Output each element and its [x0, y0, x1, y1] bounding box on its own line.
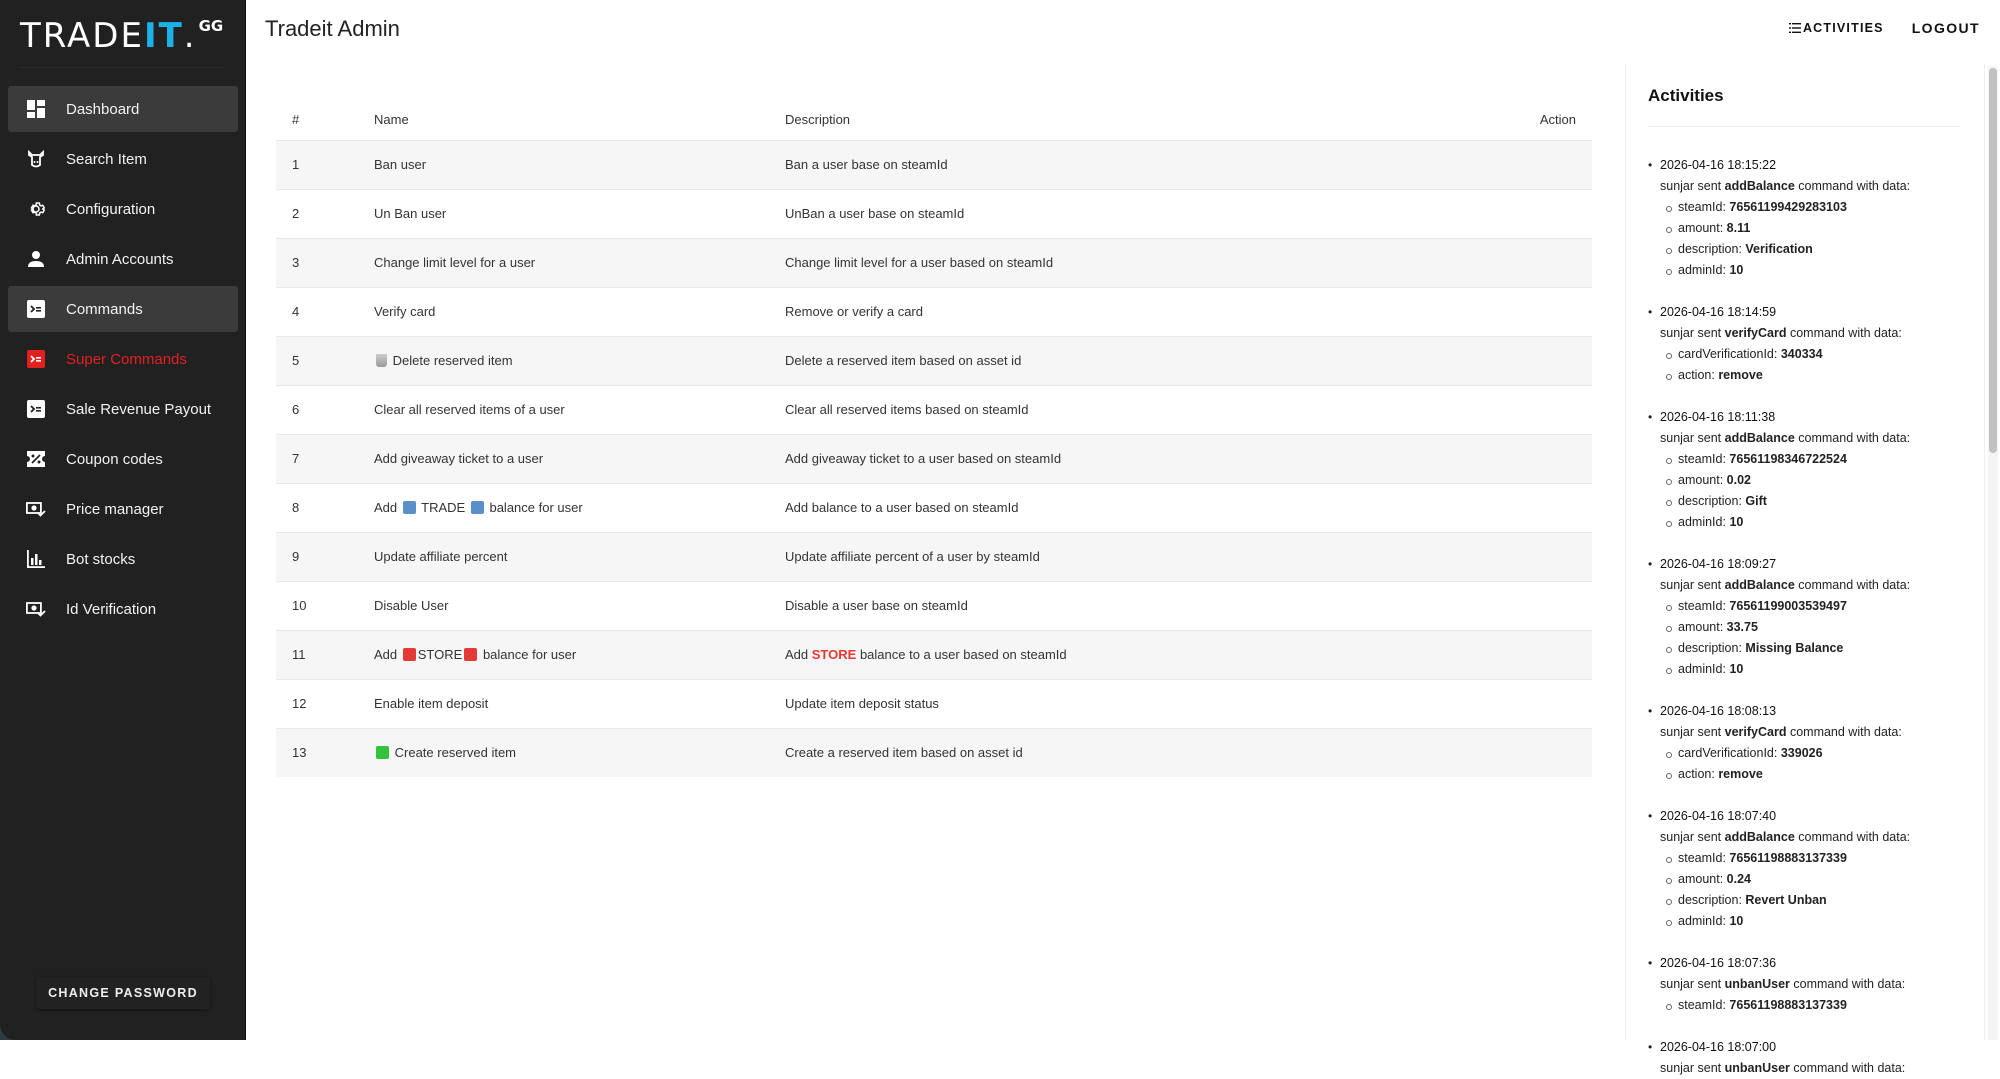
field-key: steamId [1678, 851, 1723, 865]
activity-user: sunjar [1660, 326, 1695, 340]
activity-summary: sunjar sent addBalance command with data: [1660, 431, 1911, 445]
activity-field: steamId: 76561199003539497 [1666, 596, 1960, 617]
field-key: amount [1678, 473, 1720, 487]
activities-list [1648, 155, 1960, 1079]
activity-item [1648, 554, 1960, 680]
activity-fields [1660, 344, 1960, 386]
sidebar-item-admin-accounts[interactable] [8, 236, 238, 282]
field-value: 10 [1729, 914, 1744, 928]
activity-field: description: Revert Unban [1666, 890, 1960, 911]
row-action[interactable] [1445, 630, 1592, 679]
activity-field: description: Gift [1666, 491, 1960, 512]
sidebar [0, 0, 246, 1040]
activity-fields [1660, 449, 1960, 533]
activity-summary: sunjar sent unbanUser command with data: [1660, 1061, 1906, 1075]
repeat-emoji-icon [403, 501, 416, 514]
field-value: 0.02 [1726, 473, 1751, 487]
console-icon [26, 399, 46, 419]
activity-item [1648, 701, 1960, 785]
activity-user: sunjar [1660, 977, 1695, 991]
command-description [769, 630, 1445, 679]
sidebar-item-label: Admin Accounts [66, 250, 174, 268]
field-value: 76561198883137339 [1729, 851, 1847, 865]
field-key: cardVerificationId [1678, 347, 1774, 361]
activity-fields [1660, 596, 1960, 680]
activity-item [1648, 407, 1960, 533]
activity-field: adminId: 10 [1666, 659, 1960, 680]
command-name-suffix: balance for user [489, 500, 583, 515]
logo-dot: . [183, 16, 195, 56]
command-description: Delete a reserved item based on asset id [769, 336, 1445, 385]
tradeit-logo[interactable] [20, 16, 223, 56]
row-number: 10 [276, 581, 358, 630]
row-action[interactable] [1445, 728, 1592, 777]
field-key: amount [1678, 221, 1720, 235]
activity-suffix: command with data: [1798, 578, 1911, 592]
field-key: action [1678, 767, 1712, 781]
field-key: adminId [1678, 263, 1723, 277]
activity-summary: sunjar sent unbanUser command with data: [1660, 977, 1906, 991]
field-key: description [1678, 494, 1739, 508]
column-header-name: Name [374, 112, 409, 128]
red-square-emoji-icon [464, 648, 477, 661]
command-description: Add giveaway ticket to a user based on steamId [769, 434, 1445, 483]
dashboard-icon [26, 99, 46, 119]
activity-suffix: command with data: [1798, 830, 1911, 844]
field-value: remove [1718, 368, 1763, 382]
activity-field: description: Verification [1666, 239, 1960, 260]
command-name: Update affiliate percent [358, 532, 769, 581]
activity-command: addBalance [1724, 830, 1795, 844]
sidebar-item-id-verification[interactable] [8, 586, 238, 632]
sidebar-item-price-manager[interactable] [8, 486, 238, 532]
command-name: Ban user [358, 140, 769, 189]
activity-user: sunjar [1660, 578, 1695, 592]
row-number: 4 [276, 287, 358, 336]
sidebar-item-dashboard[interactable] [8, 86, 238, 132]
activity-timestamp: • 2026-04-16 18:07:36 [1660, 956, 1777, 970]
command-name [358, 630, 769, 679]
commands-table [276, 100, 1592, 777]
activity-timestamp: • 2026-04-16 18:15:22 [1660, 158, 1777, 172]
command-description: Add balance to a user based on steamId [769, 483, 1445, 532]
command-name-text: Create reserved item [394, 745, 517, 761]
row-action[interactable] [1445, 385, 1592, 434]
activity-timestamp: • 2026-04-16 18:09:27 [1660, 557, 1777, 571]
sidebar-item-label: Configuration [66, 200, 156, 218]
command-name [358, 483, 769, 532]
wastebasket-emoji-icon [376, 354, 387, 367]
table-header-row [276, 100, 1592, 140]
table-row[interactable] [276, 140, 1592, 189]
column-header-description: Description [785, 112, 851, 128]
red-square-emoji-icon [403, 648, 416, 661]
field-key: amount [1678, 620, 1720, 634]
table-row[interactable] [276, 483, 1592, 532]
field-key: action [1678, 368, 1712, 382]
command-description: UnBan a user base on steamId [769, 189, 1445, 238]
row-number: 13 [276, 728, 358, 777]
activity-field: adminId: 10 [1666, 911, 1960, 932]
activity-item [1648, 155, 1960, 281]
row-action[interactable] [1445, 532, 1592, 581]
field-key: steamId [1678, 200, 1723, 214]
field-key: description [1678, 893, 1739, 907]
activities-scrollbar[interactable] [1988, 66, 1998, 1040]
activity-item [1648, 953, 1960, 1016]
activity-field: cardVerificationId: 340334 [1666, 344, 1960, 365]
row-number: 9 [276, 532, 358, 581]
activity-item [1648, 806, 1960, 932]
row-number: 3 [276, 238, 358, 287]
activity-summary: sunjar sent addBalance command with data: [1660, 830, 1911, 844]
field-value: 76561199003539497 [1729, 599, 1847, 613]
change-password-button[interactable]: CHANGE PASSWORD [36, 977, 210, 1009]
field-value: 340334 [1780, 347, 1823, 361]
activity-field: steamId: 76561198883137339 [1666, 848, 1960, 869]
row-number: 12 [276, 679, 358, 728]
field-value: 10 [1729, 263, 1744, 277]
sidebar-item-label: Coupon codes [66, 450, 163, 468]
activity-suffix: command with data: [1789, 725, 1902, 739]
command-name-text: Delete reserved item [392, 353, 513, 368]
activity-command: unbanUser [1724, 977, 1790, 991]
row-action[interactable] [1445, 483, 1592, 532]
command-name: Un Ban user [358, 189, 769, 238]
activities-label: ACTIVITIES [1802, 21, 1884, 35]
activity-fields [1660, 743, 1960, 785]
activity-field: amount: 33.75 [1666, 617, 1960, 638]
command-name: Disable User [358, 581, 769, 630]
sidebar-item-super-commands[interactable] [8, 336, 238, 382]
table-row[interactable] [276, 238, 1592, 287]
command-name [358, 728, 769, 777]
row-number: 11 [276, 630, 358, 679]
logo-divider [20, 67, 225, 68]
activity-field: cardVerificationId: 339026 [1666, 743, 1960, 764]
activity-field: adminId: 10 [1666, 260, 1960, 281]
row-action[interactable] [1445, 581, 1592, 630]
command-name: Add giveaway ticket to a user [358, 434, 769, 483]
sidebar-item-label: Super Commands [66, 350, 187, 368]
field-value: 10 [1729, 662, 1744, 676]
activity-suffix: command with data: [1789, 326, 1902, 340]
activity-summary: sunjar sent verifyCard command with data: [1660, 326, 1902, 340]
command-name-suffix: balance for user [482, 647, 577, 662]
field-key: steamId [1678, 998, 1723, 1012]
field-value: 76561198346722524 [1729, 452, 1847, 466]
row-action[interactable] [1445, 140, 1592, 189]
activity-summary: sunjar sent addBalance command with data: [1660, 179, 1911, 193]
row-number: 1 [276, 140, 358, 189]
field-value: Missing Balance [1745, 641, 1844, 655]
sidebar-item-label: Commands [66, 300, 143, 318]
command-name [358, 336, 769, 385]
activity-user: sunjar [1660, 1061, 1695, 1075]
sidebar-item-configuration[interactable] [8, 186, 238, 232]
page-title: Tradeit Admin [265, 16, 400, 41]
command-description: Ban a user base on steamId [769, 140, 1445, 189]
sidebar-item-search-item[interactable] [8, 136, 238, 182]
person-icon [26, 249, 46, 269]
sidebar-item-label: Dashboard [66, 100, 140, 118]
activity-command: addBalance [1724, 431, 1795, 445]
logout-button[interactable]: LOGOUT [1911, 20, 1980, 36]
command-name-prefix: Add [374, 647, 398, 662]
console-icon [26, 299, 46, 319]
activity-command: verifyCard [1724, 326, 1787, 340]
row-action[interactable] [1445, 434, 1592, 483]
activity-field: steamId: 76561198883137339 [1666, 995, 1960, 1016]
field-key: description [1678, 242, 1739, 256]
command-name: Change limit level for a user [358, 238, 769, 287]
cash-check-icon [26, 599, 46, 619]
table-row[interactable] [276, 189, 1592, 238]
cash-check-icon [26, 499, 46, 519]
row-action[interactable] [1445, 238, 1592, 287]
activity-field: amount: 0.24 [1666, 869, 1960, 890]
command-description: Update item deposit status [769, 679, 1445, 728]
activity-command: addBalance [1724, 578, 1795, 592]
row-action[interactable] [1445, 189, 1592, 238]
table-row[interactable] [276, 287, 1592, 336]
activity-timestamp: • 2026-04-16 18:14:59 [1660, 305, 1777, 319]
sidebar-item-label: Sale Revenue Payout [66, 400, 212, 418]
field-value: 76561198883137339 [1729, 998, 1847, 1012]
activity-field: action: remove [1666, 764, 1960, 785]
field-value: remove [1718, 767, 1763, 781]
command-description: Update affiliate percent of a user by steamId [769, 532, 1445, 581]
table-row[interactable] [276, 679, 1592, 728]
cow-icon [26, 149, 46, 169]
activity-summary: sunjar sent verifyCard command with data: [1660, 725, 1902, 739]
activity-field: steamId: 76561199429283103 [1666, 197, 1960, 218]
field-value: Revert Unban [1745, 893, 1827, 907]
field-key: adminId [1678, 662, 1723, 676]
field-value: 10 [1729, 515, 1744, 529]
field-value: 8.11 [1726, 221, 1751, 235]
field-value: Verification [1745, 242, 1813, 256]
activity-fields [1660, 197, 1960, 281]
activity-fields [1660, 848, 1960, 932]
field-key: amount [1678, 872, 1720, 886]
column-header-action: Action [1539, 112, 1576, 128]
field-key: adminId [1678, 515, 1723, 529]
description-suffix: balance to a user based on steamId [859, 647, 1067, 662]
activity-command: unbanUser [1724, 1061, 1790, 1075]
field-value: 76561199429283103 [1729, 200, 1847, 214]
green-sparkle-emoji-icon [376, 746, 389, 759]
activity-timestamp: • 2026-04-16 18:11:38 [1660, 410, 1776, 424]
sidebar-item-label: Bot stocks [66, 550, 136, 568]
column-header-number: # [292, 112, 300, 128]
sidebar-item-coupon-codes[interactable] [8, 436, 238, 482]
row-number: 2 [276, 189, 358, 238]
command-name-prefix: Add [374, 500, 398, 515]
field-key: steamId [1678, 599, 1723, 613]
row-number: 8 [276, 483, 358, 532]
sidebar-item-sale-revenue-payout[interactable] [8, 386, 238, 432]
percent-ticket-icon [26, 449, 46, 469]
gear-icon [26, 199, 46, 219]
table-row[interactable] [276, 385, 1592, 434]
row-number: 7 [276, 434, 358, 483]
sidebar-item-bot-stocks[interactable] [8, 536, 238, 582]
activity-field: amount: 8.11 [1666, 218, 1960, 239]
activity-suffix: command with data: [1798, 179, 1911, 193]
row-action[interactable] [1445, 336, 1592, 385]
activity-timestamp: • 2026-04-16 18:08:13 [1660, 704, 1777, 718]
table-row[interactable] [276, 336, 1592, 385]
logo-text-gg: GG [198, 17, 224, 35]
row-action[interactable] [1445, 287, 1592, 336]
command-description: Remove or verify a card [769, 287, 1445, 336]
bar-chart-icon [26, 549, 46, 569]
activity-item [1648, 1037, 1960, 1079]
row-number: 5 [276, 336, 358, 385]
activity-field: description: Missing Balance [1666, 638, 1960, 659]
sidebar-item-label: Search Item [66, 150, 147, 168]
activity-command: verifyCard [1724, 725, 1787, 739]
field-key: adminId [1678, 914, 1723, 928]
activity-suffix: command with data: [1798, 431, 1911, 445]
field-value: Gift [1745, 494, 1767, 508]
console-icon [26, 349, 46, 369]
activity-field: adminId: 10 [1666, 512, 1960, 533]
command-name: Enable item deposit [358, 679, 769, 728]
sidebar-item-commands[interactable] [8, 286, 238, 332]
header-actions [1789, 20, 1980, 36]
sidebar-nav [8, 86, 238, 636]
activity-user: sunjar [1660, 179, 1695, 193]
activity-summary: sunjar sent addBalance command with data: [1660, 578, 1911, 592]
field-value: 339026 [1780, 746, 1823, 760]
field-value: 33.75 [1726, 620, 1758, 634]
description-highlight: STORE [811, 647, 857, 662]
activity-suffix: command with data: [1793, 977, 1906, 991]
field-value: 0.24 [1726, 872, 1751, 886]
table-row[interactable] [276, 434, 1592, 483]
command-description: Create a reserved item based on asset id [769, 728, 1445, 777]
activities-button[interactable] [1789, 21, 1884, 35]
activities-divider [1648, 126, 1960, 127]
logo-text-trade: TRADE [20, 16, 144, 56]
activity-suffix: command with data: [1793, 1061, 1906, 1075]
repeat-emoji-icon [471, 501, 484, 514]
table-row[interactable] [276, 581, 1592, 630]
activity-field: steamId: 76561198346722524 [1666, 449, 1960, 470]
field-key: description [1678, 641, 1739, 655]
command-description: Clear all reserved items based on steamId [769, 385, 1445, 434]
activity-timestamp: • 2026-04-16 18:07:00 [1660, 1040, 1777, 1054]
activity-user: sunjar [1660, 830, 1695, 844]
table-row[interactable] [276, 630, 1592, 679]
table-row[interactable] [276, 728, 1592, 777]
activity-user: sunjar [1660, 431, 1695, 445]
activities-title: Activities [1648, 86, 1724, 105]
activities-panel [1625, 64, 1985, 1075]
command-name-highlight: TRADE [421, 500, 466, 515]
field-key: cardVerificationId [1678, 746, 1774, 760]
sidebar-item-label: Price manager [66, 500, 164, 518]
command-description: Change limit level for a user based on steamId [769, 238, 1445, 287]
activity-user: sunjar [1660, 725, 1695, 739]
field-key: steamId [1678, 452, 1723, 466]
command-name-highlight: STORE [417, 647, 463, 662]
command-name: Verify card [358, 287, 769, 336]
command-name: Clear all reserved items of a user [358, 385, 769, 434]
list-icon [1789, 23, 1801, 33]
activity-field: amount: 0.02 [1666, 470, 1960, 491]
activity-command: addBalance [1724, 179, 1795, 193]
sidebar-item-label: Id Verification [66, 600, 157, 618]
row-action[interactable] [1445, 679, 1592, 728]
main-content [246, 0, 2000, 1075]
activity-timestamp: • 2026-04-16 18:07:40 [1660, 809, 1777, 823]
description-prefix: Add [785, 647, 809, 662]
scrollbar-thumb[interactable] [1989, 68, 1997, 453]
table-row[interactable] [276, 532, 1592, 581]
command-description: Disable a user base on steamId [769, 581, 1445, 630]
activity-field: action: remove [1666, 365, 1960, 386]
logo-text-it: IT [143, 16, 184, 56]
activity-item [1648, 302, 1960, 386]
activity-fields [1660, 995, 1960, 1016]
row-number: 6 [276, 385, 358, 434]
